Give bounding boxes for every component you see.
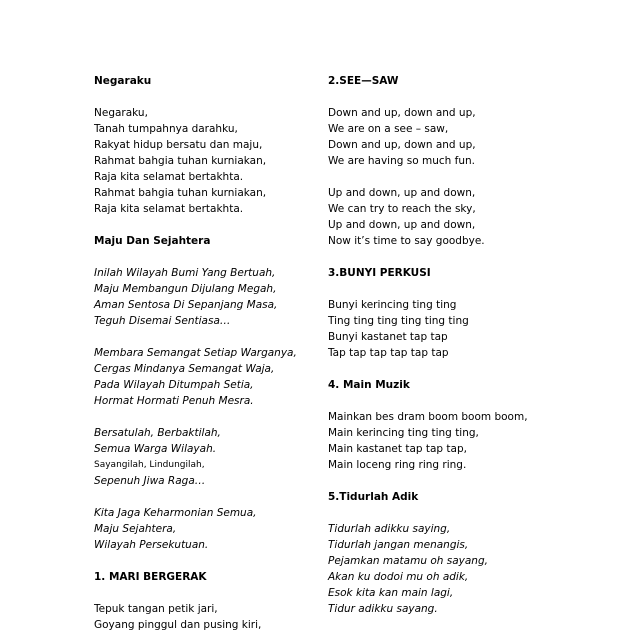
lyric-line: Tidurlah adikku saying, xyxy=(328,523,451,535)
lyric-line: Main loceng ring ring ring. xyxy=(328,459,467,471)
lyric-line: Down and up, down and up, xyxy=(328,139,476,151)
lyric-line: Mainkan bes dram boom boom boom, xyxy=(328,411,528,423)
lyric-line: Akan ku dodoi mu oh adik, xyxy=(328,571,469,583)
lyric-line: Rakyat hidup bersatu dan maju, xyxy=(94,139,263,151)
lyric-line: We are having so much fun. xyxy=(328,155,475,167)
lyric-line: Up and down, up and down, xyxy=(328,187,476,199)
lyric-line: Tidur adikku sayang. xyxy=(328,603,438,615)
lyric-line: Rahmat bahgia tuhan kurniakan, xyxy=(94,187,267,199)
lyric-line: Membara Semangat Setiap Warganya, xyxy=(94,347,297,359)
lyric-line: Tepuk tangan petik jari, xyxy=(94,603,218,615)
song-title-maju-dan-sejahtera: Maju Dan Sejahtera xyxy=(94,235,211,247)
lyric-line: Tap tap tap tap tap tap xyxy=(328,347,449,359)
lyric-line: Main kerincing ting ting ting, xyxy=(328,427,479,439)
lyric-line: Raja kita selamat bertakhta. xyxy=(94,171,244,183)
lyric-line: We are on a see – saw, xyxy=(328,123,449,135)
lyric-line: Maju Membangun Dijulang Megah, xyxy=(94,283,277,295)
lyric-line: Rahmat bahgia tuhan kurniakan, xyxy=(94,155,267,167)
lyric-line: Down and up, down and up, xyxy=(328,107,476,119)
lyric-line: Maju Sejahtera, xyxy=(94,523,177,535)
lyric-line: Main kastanet tap tap tap, xyxy=(328,443,467,455)
lyric-line: Sayangilah, Lindungilah, xyxy=(94,460,205,470)
lyric-line: Pejamkan matamu oh sayang, xyxy=(328,555,488,567)
lyric-line: Bunyi kastanet tap tap xyxy=(328,331,448,343)
left-column xyxy=(94,73,297,633)
lyric-line: Tidurlah jangan menangis, xyxy=(328,539,469,551)
lyric-line: Tanah tumpahnya darahku, xyxy=(94,123,238,135)
lyric-line: Now it’s time to say goodbye. xyxy=(328,235,485,247)
song-title-negaraku: Negaraku xyxy=(94,75,152,87)
song-title-bunyi-perkusi: 3.BUNYI PERKUSI xyxy=(328,267,431,279)
lyric-line: Aman Sentosa Di Sepanjang Masa, xyxy=(94,299,278,311)
lyric-line: Bunyi kerincing ting ting xyxy=(328,299,457,311)
lyric-line: Raja kita selamat bertakhta. xyxy=(94,203,244,215)
lyric-line: Up and down, up and down, xyxy=(328,219,476,231)
song-title-mari-bergerak: 1. MARI BERGERAK xyxy=(94,571,207,583)
right-column xyxy=(328,73,528,617)
lyric-line: Ting ting ting ting ting ting xyxy=(328,315,469,327)
lyric-line: Hormat Hormati Penuh Mesra. xyxy=(94,395,254,407)
lyric-line: Kita Jaga Keharmonian Semua, xyxy=(94,507,257,519)
lyric-line: Goyang pinggul dan pusing kiri, xyxy=(94,619,262,631)
lyric-line: Semua Warga Wilayah. xyxy=(94,443,217,455)
lyric-line: Negaraku, xyxy=(94,107,148,119)
lyric-line: Sepenuh Jiwa Raga… xyxy=(94,475,206,487)
lyric-line: Teguh Disemai Sentiasa… xyxy=(94,315,231,327)
lyric-line: Cergas Mindanya Semangat Waja, xyxy=(94,363,275,375)
lyric-line: Bersatulah, Berbaktilah, xyxy=(94,427,221,439)
lyric-line: We can try to reach the sky, xyxy=(328,203,476,215)
lyric-line: Wilayah Persekutuan. xyxy=(94,539,209,551)
lyric-line: Inilah Wilayah Bumi Yang Bertuah, xyxy=(94,267,276,279)
song-title-main-muzik: 4. Main Muzik xyxy=(328,379,410,391)
lyric-line: Pada Wilayah Ditumpah Setia, xyxy=(94,379,254,391)
lyric-line: Esok kita kan main lagi, xyxy=(328,587,454,599)
song-title-tidurlah-adik: 5.Tidurlah Adik xyxy=(328,491,419,503)
song-title-see-saw: 2.SEE—SAW xyxy=(328,75,399,87)
